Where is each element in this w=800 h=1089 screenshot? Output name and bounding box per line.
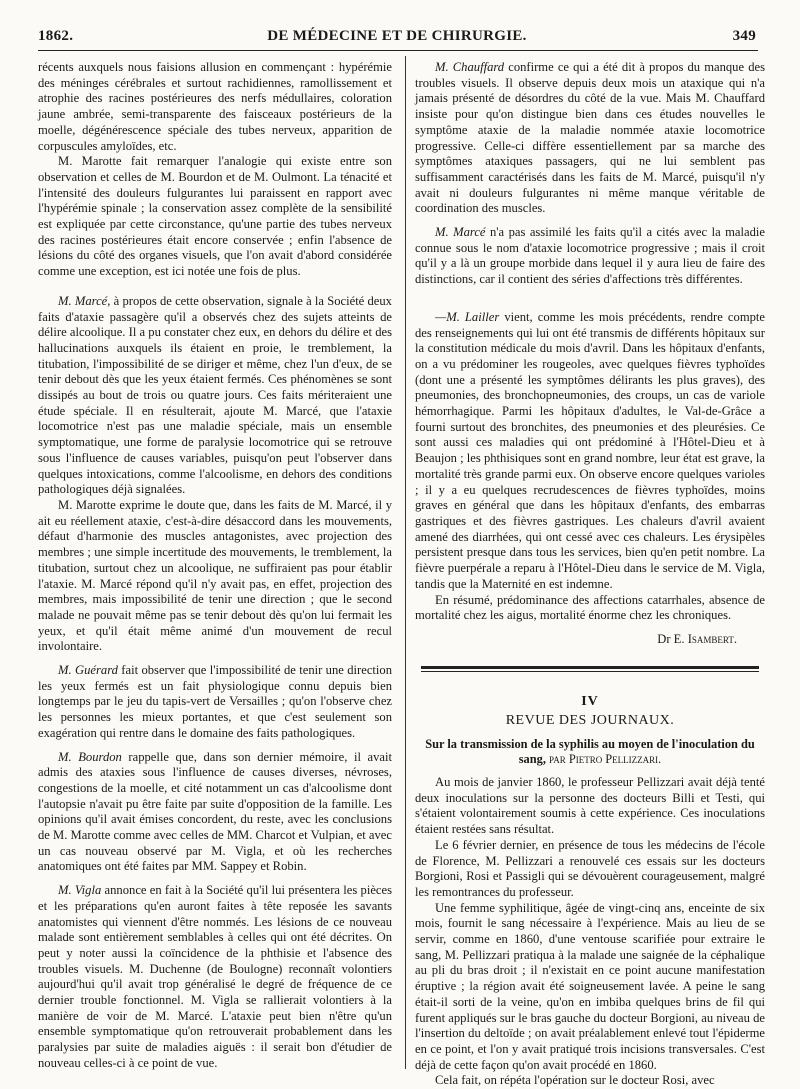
paragraph-text: annonce en fait à la Société qu'il lui présentera les pièces et les préparations qu'en auront faites à tête reposée les savants anatomistes qui viennent d'être nommés. Les lésions de ce nouveau malade sont entièrement semblables à celles qui ont été décrites. On peut y noter aussi la coïncidence de la phthisie et l'absence des troubles visuels. M. Duchenne (de Boulogne) reconnaît volontiers aujourd'hui qu'il avait trop généralisé le degré de fréquence de ce dernier trouble fonctionnel. M. Vigla se rallierait volontiers à la manière de voir de M. Marcé. L'ataxie peut bien n'être qu'un ensemble symptomatique qu'on retrouverait probablement dans les paralysies par suite de maladies aiguës : il serait bon d'étudier de nouveau celles-ci à ce point de vue. xyxy=(38,883,392,1070)
paragraph xyxy=(38,883,392,1071)
left-column xyxy=(38,60,392,1072)
paragraph-text: n'a pas assimilé les faits qu'il a cités avec la maladie connue sous le nom d'ataxie locomotrice progressive ; mais il croit qu'il y a là un groupe morbide dans lequel il y aura lieu de faire des distinctions, car il contient des séries d'affections très différentes. xyxy=(415,225,765,287)
paragraph-text: vient, comme les mois précédents, rendre compte des renseignements qui lui ont été transmis de différents hôpitaux sur la constitution médicale du mois d'avril. Dans les hôpitaux d'enfants, on a vu prédominer les rougeoles, avec quelques fièvres typhoïdes (dont une a présenté les symptômes délirants les plus graves), des pneumonies, des bronchopneumonies, des croups, un cas de variole hémorrhagique. Parmi les hôpitaux d'adultes, le Val-de-Grâce a fourni surtout des bronchites, des pneumonies et des pleurésies. Ce sont aussi ces maladies qui ont prédominé à l'Hôtel-Dieu et à Beaujon ; les phthisiques sont en grand nombre, leur état est grave, la mortalité très grande parmi eux. On observe encore quelques varioles ; il y a eu quelques recrudescences de fièvres typhoïdes, moins graves en général que dans les hôpitaux d'enfants, des embarras gastriques et des fièvres gastriques. Les chaleurs d'avril avaient amené des diarrhées, qui ont cessé avec ces chaleurs. Les érysipèles persistent presque dans tous les services, bien qu'en petit nombre. La fièvre puerpérale a reparu à l'Hôtel-Dieu dans le service de M. Vigla, tandis que la Maternité en est indemne. xyxy=(415,309,766,591)
header-year: 1862. xyxy=(38,28,74,44)
paragraph: Cela fait, on répéta l'opération sur le docteur Rosi, avec xyxy=(435,1073,715,1088)
speaker-name: M. Chauffard xyxy=(435,60,505,74)
paragraph: Au mois de janvier 1860, le professeur Pellizzari avait déjà tenté deux inoculations sur la personne des docteurs Billi et Testi, qui s'étaient volontairement soumis à cette expérience. Ces inoculations étaient restées sans résultat. xyxy=(415,775,765,837)
paragraph: En résumé, prédominance des affections catarrhales, absence de mortalité chez les aigus, mortalité énorme chez les chroniques. xyxy=(415,592,765,623)
page-number: 349 xyxy=(732,28,756,44)
paragraph xyxy=(415,310,765,593)
header-rule xyxy=(38,50,758,51)
paragraph xyxy=(415,225,765,288)
paragraph: M. Marotte exprime le doute que, dans les faits de M. Marcé, il y ait eu réellement ataxie, c'est-à-dire désaccord dans les mouvements, défaut d'harmonie des muscles antagonistes, avec projection des membres ; une simple incertitude des mouvements, le tremblement, la titubation, surtout chez un alcoolique, ne suffiraient pas pour établir l'ataxie. M. Marcé répond qu'il n'y avait pas, en effet, projection des membres, mais impossibilité de tenir une direction ; que le second malade ne pouvait même pas se tenir debout dès qu'on lui fermait les yeux, et qu'il était même animé d'un mouvement de recul involontaire. xyxy=(38,497,392,654)
header-journal-title: DE MÉDECINE ET DE CHIRURGIE. xyxy=(267,28,527,44)
paragraph-text: fait observer que l'impossibilité de tenir une direction les yeux fermés est un fait physiologique connu depuis bien longtemps par le jeu du tapis-vert de Versailles ; qu'on l'observe chez les personnes les mieux portantes, et que c'est seulement son exagération qui rentre dans le domaine des faits pathologiques. xyxy=(38,663,393,740)
paragraph-text: , à propos de cette observation, signale à la Société deux faits d'ataxie passagère qu'il a observés chez des sujets atteints de délire alcoolique. Il a pu constater chez eux, en dehors du délire et des hallucinations auxquels ils étaient en proie, le tremblement, la titubation, l'impossibilité de se diriger et même, chez l'un d'eux, de se tenir debout dès que les yeux étaient fermés. Ces phénomènes se sont dissipés au bout de trois ou quatre jours. Ces faits mériteraient une étude spéciale. Il en résulterait, ajoute M. Marcé, que l'ataxie locomotrice n'est pas une maladie spéciale, mais un ensemble symptomatique, une forme de paralysie locomotrice qui se retrouve sous l'influence de causes variables, puisqu'on peut l'observer dans quelques intoxications, comme l'alcoolisme, en dehors des conditions pathologiques déjà signalées. xyxy=(38,293,392,497)
speaker-name: —M. Lailler xyxy=(435,309,500,324)
signature-name: Isambert. xyxy=(687,631,737,646)
article-author: Pietro Pellizzari. xyxy=(568,752,662,767)
paragraph: M. Marotte fait remarquer l'analogie qui existe entre son observation et celles de M. Bourdon et de M. Oulmont. La ténacité et l'intensité des douleurs fulgurantes lui paraissent en rapport avec l'hypérémie spinale ; la conservation assez complète de la sensibilité est expliquée par cette circonstance, qu'une partie des tubes nerveux des racines postérieures était encore conservée ; enfin l'absence de lésions du côté des organes visuels, que l'on avait d'abord considérée comme une exception, est ici notée une fois de plus. xyxy=(38,154,392,279)
paragraph: récents auxquels nous faisions allusion en commençant : hypérémie des méninges cérébrales et surtout rachidiennes, ramollissement et atrophie des racines postérieures des nerfs médullaires, coloration jaune ambrée, semi-transparente des faisceaux postérieurs de la moelle, dégénérescence spéciale des tubes nerveux, apparition de corpuscules amyloïdes, etc. xyxy=(38,60,392,153)
paragraph: Le 6 février dernier, en présence de tous les médecins de l'école de Florence, M. Pellizzari a renouvelé ces essais sur les docteurs Borgioni, Rosi et Passigli qui se dévouèrent courageusement, malgré les remontrances du professeur. xyxy=(415,837,765,899)
speaker-name: M. Guérard xyxy=(58,663,118,678)
paragraph xyxy=(38,750,392,876)
paragraph xyxy=(38,294,392,498)
column-divider xyxy=(405,56,406,1069)
section-title: REVUE DES JOURNAUX. xyxy=(505,713,675,729)
speaker-name: M. Bourdon xyxy=(58,749,122,764)
paragraph-text: confirme ce qui a été dit à propos du manque des troubles visuels. Il observe depuis deux mois un ataxique qui n'a jamais présenté de désordres du côté de la vue. Mais M. Chauffard insiste pour qu'on distingue bien dans ces études nouvelles le symptôme ataxie de la maladie nommée ataxie locomotrice progressive. Celle-ci diffère essentiellement par sa marche des symptômes ataxiques passagers, qui ne lui semblent pas suffisamment caractérisés dans les faits de M. Marcé, puisqu'il n'y avait ni douleurs fulgurantes ni même manque véritable de coordination des muscles. xyxy=(415,60,765,216)
paragraph: Une femme syphilitique, âgée de vingt-cinq ans, enceinte de six mois, fournit le sang nécessaire à l'expérience. Mais au lieu de se servir, comme en 1860, d'une ventouse scarifiée pour extraire le sang, M. Pellizzari pratiqua à la malade une saignée de la céphalique au pli du bras droit ; il n'existait en ce point aucune manifestation éruptive ; la région avait été soigneusement lavée. A peine le sang était-il sorti de la veine, qu'on en imbiba quelques brins de fil qui furent appliqués sur le bras gauche du docteur Borgioni, au niveau de l'insertion du deltoïde ; on avait préalablement enlevé tout l'épiderme en ce point, et l'on y avait pratiqué trois incisions transversales. C'est déjà de cette façon qu'on avait procédé en 1860. xyxy=(415,900,765,1072)
speaker-name: M. Vigla xyxy=(58,883,102,898)
running-header xyxy=(38,28,756,48)
article-author-prefix: par xyxy=(545,752,569,767)
section-number: IV xyxy=(581,693,599,709)
speaker-name: M. Marcé xyxy=(435,225,486,240)
paragraph xyxy=(38,663,392,742)
right-column xyxy=(415,60,765,1089)
signature xyxy=(415,632,765,648)
paragraph-text: rappelle que, dans son dernier mémoire, il avait admis des ataxies sous l'influence de causes diverses, névroses, congestions de la moelle, et cité notamment un cas d'alcoolisme dont l'autopsie n'avait pu être faite par suite d'opposition de la famille. Les opinions qu'il avait émises concordent, du reste, avec les conclusions de M. Marotte comme avec celles de MM. Charcot et Vulpian, et avec un cas nouveau observé par M. Vigla, et où les recherches anatomiques ont été faites par MM. Sappey et Robin. xyxy=(38,749,392,874)
speaker-name: M. Marcé xyxy=(58,293,108,308)
paragraph xyxy=(415,60,765,217)
section-separator xyxy=(421,666,759,674)
signature-prefix: Dr E. xyxy=(657,631,688,646)
article-title xyxy=(415,737,765,767)
article-title-text: Sur la transmission de la syphilis au moyen de l'inoculation du sang, xyxy=(425,737,755,767)
